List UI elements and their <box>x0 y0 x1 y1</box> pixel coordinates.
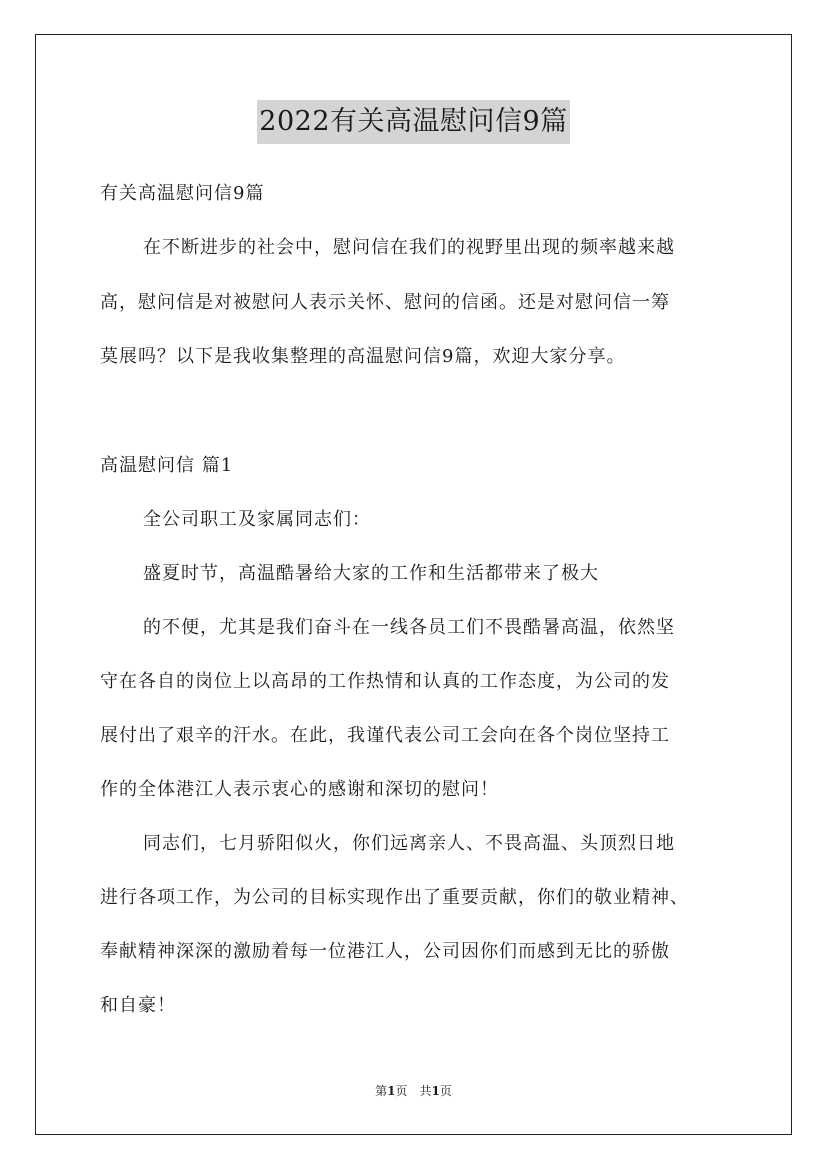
document-subtitle: 有关高温慰问信9篇 <box>100 183 265 204</box>
body-line: 同志们，七月骄阳似火，你们远离亲人、不畏高温、头顶烈日地 <box>143 833 675 854</box>
body-line: 展付出了艰辛的汗水。在此，我谨代表公司工会向在各个岗位坚持工 <box>100 725 670 746</box>
page-footer <box>0 1083 827 1099</box>
footer-page-suffix: 页 <box>439 1084 452 1098</box>
salutation: 全公司职工及家属同志们： <box>143 509 371 530</box>
intro-line: 在不断进步的社会中，慰问信在我们的视野里出现的频率越来越 <box>143 237 675 258</box>
body-line: 和自豪！ <box>100 995 176 1016</box>
body-line: 守在各自的岗位上以高昂的工作热情和认真的工作态度，为公司的发 <box>100 671 670 692</box>
body-line: 进行各项工作，为公司的目标实现作出了重要贡献，你们的敬业精神、 <box>100 887 689 908</box>
section-heading: 高温慰问信 篇1 <box>100 455 234 476</box>
intro-line: 莫展吗？以下是我收集整理的高温慰问信9篇，欢迎大家分享。 <box>100 346 626 367</box>
footer-page-number: 1 <box>387 1084 396 1098</box>
title-container <box>0 100 827 144</box>
body-line: 盛夏时节，高温酷暑给大家的工作和生活都带来了极大 <box>143 563 599 584</box>
footer-page-total: 1 <box>431 1084 440 1098</box>
body-line: 的不便，尤其是我们奋斗在一线各员工们不畏酷暑高温，依然坚 <box>143 617 675 638</box>
body-line: 奉献精神深深的激励着每一位港江人，公司因你们而感到无比的骄傲 <box>100 941 670 962</box>
footer-page-mid: 页 共 <box>395 1084 432 1098</box>
footer-page-prefix: 第 <box>375 1084 388 1098</box>
intro-line: 高，慰问信是对被慰问人表示关怀、慰问的信函。还是对慰问信一筹 <box>100 292 670 313</box>
document-title: 2022有关高温慰问信9篇 <box>257 100 569 144</box>
body-line: 作的全体港江人表示衷心的感谢和深切的慰问！ <box>100 779 499 800</box>
